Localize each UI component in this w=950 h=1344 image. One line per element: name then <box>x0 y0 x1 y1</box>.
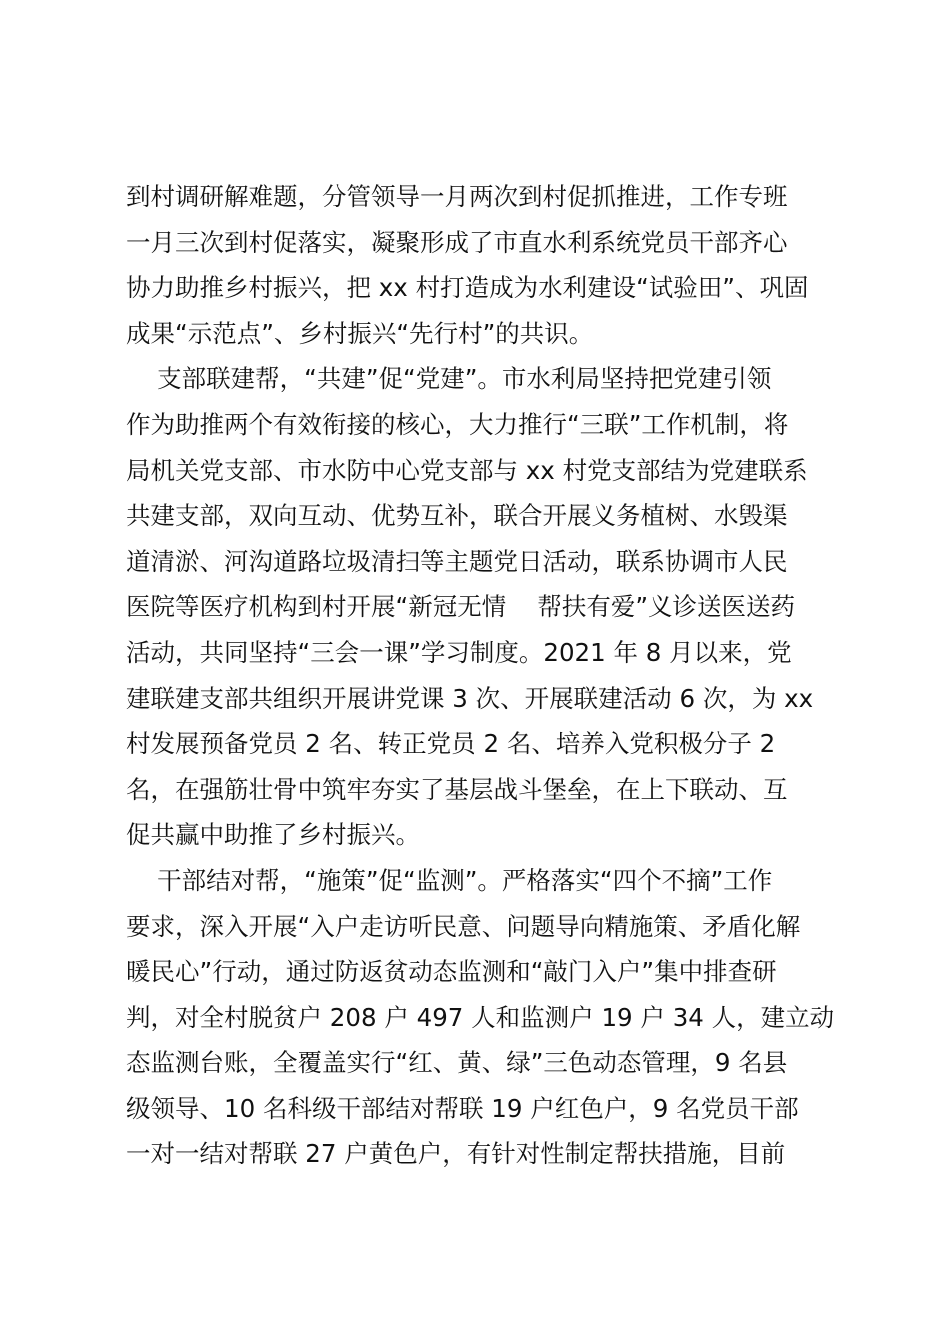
text-line: 协力助推乡村振兴，把 xx 村打造成为水利建设“试验田”、巩固 <box>126 273 809 303</box>
text-line: 到村调研解难题，分管领导一月两次到村促抓推进，工作专班 <box>126 182 788 211</box>
text-line: 医院等医疗机构到村开展“新冠无情 帮扶有爱”义诊送医送药 <box>126 592 796 622</box>
text-line: 建联建支部共组织开展讲党课 3 次、开展联建活动 6 次，为 xx <box>126 683 814 713</box>
text-line: 判，对全村脱贫户 208 户 497 人和监测户 19 户 34 人，建立动 <box>126 1002 835 1032</box>
body-text <box>126 174 834 1177</box>
text-line: 局机关党支部、市水防中心党支部与 xx 村党支部结为党建联系 <box>126 455 808 485</box>
paragraph-heading-line: 支部联建帮，“共建”促“党建”。市水利局坚持把党建引领 <box>126 364 772 394</box>
text-line: 要求，深入开展“入户走访听民意、问题导向精施策、矛盾化解 <box>126 911 801 941</box>
text-line: 成果“示范点”、乡村振兴“先行村”的共识。 <box>126 318 594 348</box>
text-line: 一对一结对帮联 27 户黄色户，有针对性制定帮扶措施，目前 <box>126 1139 786 1169</box>
text-line: 道清淤、河沟道路垃圾清扫等主题党日活动，联系协调市人民 <box>126 546 788 576</box>
text-line: 共建支部，双向互动、优势互补，联合开展义务植树、水毁渠 <box>126 501 788 531</box>
text-line: 促共赢中助推了乡村振兴。 <box>126 820 420 850</box>
text-line: 暖民心”行动，通过防返贫动态监测和“敲门入户”集中排查研 <box>126 957 777 987</box>
text-line: 态监测台账，全覆盖实行“红、黄、绿”三色动态管理，9 名县 <box>126 1048 788 1078</box>
text-line: 村发展预备党员 2 名、转正党员 2 名、培养入党积极分子 2 <box>126 729 776 759</box>
text-line: 一月三次到村促落实，凝聚形成了市直水利系统党员干部齐心 <box>126 227 788 257</box>
text-line: 活动，共同坚持“三会一课”学习制度。2021 年 8 月以来，党 <box>126 637 792 667</box>
text-line: 名，在强筋壮骨中筑牢夯实了基层战斗堡垒，在上下联动、互 <box>126 774 788 804</box>
text-line: 级领导、10 名科级干部结对帮联 19 户红色户，9 名党员干部 <box>126 1093 799 1123</box>
paragraph-heading-line: 干部结对帮，“施策”促“监测”。严格落实“四个不摘”工作 <box>126 865 773 895</box>
text-line: 作为助推两个有效衔接的核心，大力推行“三联”工作机制，将 <box>126 409 789 439</box>
